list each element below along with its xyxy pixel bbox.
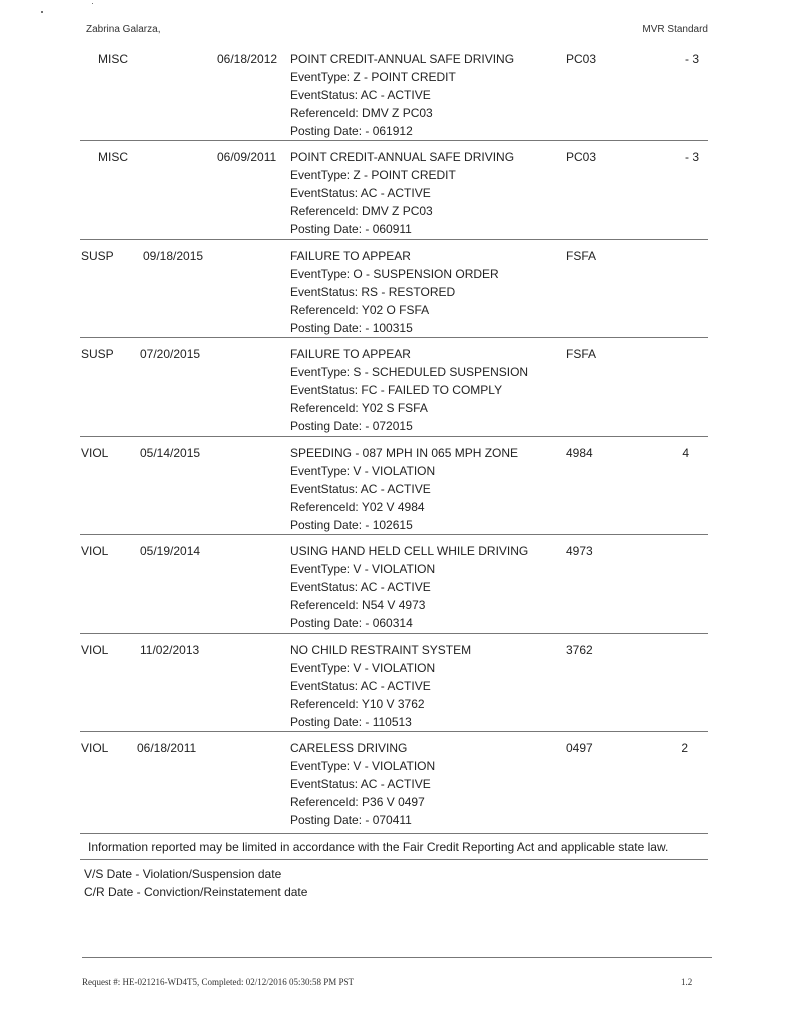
event-status: EventStatus: AC - ACTIVE bbox=[290, 777, 431, 791]
posting-date: Posting Date: - 060911 bbox=[290, 222, 412, 236]
event-description: SPEEDING - 087 MPH IN 065 MPH ZONE bbox=[290, 446, 519, 460]
record-divider bbox=[80, 633, 708, 634]
scan-speck bbox=[92, 3, 93, 4]
event-status: EventStatus: AC - ACTIVE bbox=[290, 88, 431, 102]
event-details bbox=[290, 641, 471, 731]
event-description: FAILURE TO APPEAR bbox=[290, 249, 411, 263]
posting-date: Posting Date: - 102615 bbox=[290, 518, 413, 532]
event-code: VIOL bbox=[81, 643, 109, 657]
event-type: EventType: S - SCHEDULED SUSPENSION bbox=[290, 365, 529, 379]
reference-id: ReferenceId: Y02 V 4984 bbox=[290, 500, 425, 514]
points: 2 bbox=[681, 741, 688, 755]
vs-date: 05/14/2015 bbox=[140, 446, 201, 460]
request-info: Request #: HE-021216-WD4T5, Completed: 02/12/2016 05:30:58 PM PST bbox=[82, 977, 354, 987]
reference-id: ReferenceId: Y02 S FSFA bbox=[290, 401, 428, 415]
event-details bbox=[290, 444, 518, 534]
points: - 3 bbox=[684, 52, 699, 66]
event-status: EventStatus: AC - ACTIVE bbox=[290, 580, 431, 594]
reference-id: ReferenceId: P36 V 0497 bbox=[290, 795, 425, 809]
record-divider bbox=[80, 436, 708, 437]
reference-id: ReferenceId: Y10 V 3762 bbox=[290, 697, 425, 711]
reference-code: 4973 bbox=[566, 544, 593, 558]
event-description: POINT CREDIT-ANNUAL SAFE DRIVING bbox=[290, 52, 515, 66]
record-divider bbox=[80, 534, 708, 535]
posting-date: Posting Date: - 061912 bbox=[290, 124, 413, 138]
reference-id: ReferenceId: N54 V 4973 bbox=[290, 598, 426, 612]
record-divider bbox=[80, 731, 708, 732]
event-code: SUSP bbox=[81, 347, 114, 361]
vs-date: 11/02/2013 bbox=[140, 643, 200, 657]
reference-code: 0497 bbox=[566, 741, 593, 755]
event-type: EventType: Z - POINT CREDIT bbox=[290, 70, 456, 84]
event-status: EventStatus: AC - ACTIVE bbox=[290, 186, 431, 200]
event-type: EventType: V - VIOLATION bbox=[290, 759, 436, 773]
event-code: VIOL bbox=[81, 741, 109, 755]
posting-date: Posting Date: - 070411 bbox=[290, 813, 412, 827]
event-details bbox=[290, 345, 528, 435]
event-code: MISC bbox=[98, 150, 128, 164]
record-divider bbox=[80, 140, 708, 141]
event-description: USING HAND HELD CELL WHILE DRIVING bbox=[290, 544, 529, 558]
event-code: VIOL bbox=[81, 544, 109, 558]
event-description: POINT CREDIT-ANNUAL SAFE DRIVING bbox=[290, 150, 515, 164]
event-status: EventStatus: FC - FAILED TO COMPLY bbox=[290, 383, 503, 397]
event-code: VIOL bbox=[81, 446, 109, 460]
posting-date: Posting Date: - 060314 bbox=[290, 616, 413, 630]
vs-date: 07/20/2015 bbox=[140, 347, 201, 361]
fcra-disclaimer: Information reported may be limited in accordance with the Fair Credit Reporting Act and applicable state law. bbox=[88, 840, 669, 854]
event-description: NO CHILD RESTRAINT SYSTEM bbox=[290, 643, 472, 657]
record-divider bbox=[80, 337, 708, 338]
scan-speck bbox=[41, 11, 43, 13]
posting-date: Posting Date: - 110513 bbox=[290, 715, 412, 729]
reference-id: ReferenceId: DMV Z PC03 bbox=[290, 204, 433, 218]
legend-vs-date: V/S Date - Violation/Suspension date bbox=[84, 867, 282, 881]
posting-date: Posting Date: - 100315 bbox=[290, 321, 413, 335]
reference-code: 4984 bbox=[566, 446, 593, 460]
points: - 3 bbox=[684, 150, 699, 164]
record-divider bbox=[80, 239, 708, 240]
divider bbox=[80, 833, 708, 834]
event-code: SUSP bbox=[81, 249, 114, 263]
report-type: MVR Standard bbox=[642, 24, 708, 35]
event-details bbox=[290, 148, 514, 238]
footer-rule bbox=[82, 957, 712, 958]
event-type: EventType: Z - POINT CREDIT bbox=[290, 168, 456, 182]
event-description: FAILURE TO APPEAR bbox=[290, 347, 411, 361]
reference-id: ReferenceId: Y02 O FSFA bbox=[290, 303, 430, 317]
reference-id: ReferenceId: DMV Z PC03 bbox=[290, 106, 433, 120]
vs-date: 06/18/2011 bbox=[137, 741, 197, 755]
event-description: CARELESS DRIVING bbox=[290, 741, 408, 755]
event-type: EventType: O - SUSPENSION ORDER bbox=[290, 267, 499, 281]
reference-code: 3762 bbox=[566, 643, 593, 657]
event-type: EventType: V - VIOLATION bbox=[290, 661, 436, 675]
event-details bbox=[290, 50, 514, 140]
page-number: 1.2 bbox=[681, 977, 693, 987]
reference-code: FSFA bbox=[566, 249, 597, 263]
event-code: MISC bbox=[98, 52, 128, 66]
event-status: EventStatus: AC - ACTIVE bbox=[290, 679, 431, 693]
event-details bbox=[290, 739, 435, 829]
divider bbox=[80, 859, 708, 860]
reference-code: FSFA bbox=[566, 347, 597, 361]
vs-date: 05/19/2014 bbox=[140, 544, 201, 558]
event-status: EventStatus: RS - RESTORED bbox=[290, 285, 456, 299]
cr-date: 06/18/2012 bbox=[217, 52, 278, 66]
reference-code: PC03 bbox=[566, 150, 597, 164]
reference-code: PC03 bbox=[566, 52, 597, 66]
event-type: EventType: V - VIOLATION bbox=[290, 464, 436, 478]
event-details bbox=[290, 542, 528, 632]
event-type: EventType: V - VIOLATION bbox=[290, 562, 436, 576]
driver-name: Zabrina Galarza, bbox=[86, 24, 161, 35]
points: 4 bbox=[682, 446, 689, 460]
posting-date: Posting Date: - 072015 bbox=[290, 419, 413, 433]
legend-cr-date: C/R Date - Conviction/Reinstatement date bbox=[84, 885, 308, 899]
vs-date: 09/18/2015 bbox=[143, 249, 204, 263]
event-status: EventStatus: AC - ACTIVE bbox=[290, 482, 431, 496]
event-details bbox=[290, 247, 499, 337]
cr-date: 06/09/2011 bbox=[217, 150, 277, 164]
legend bbox=[84, 865, 307, 901]
